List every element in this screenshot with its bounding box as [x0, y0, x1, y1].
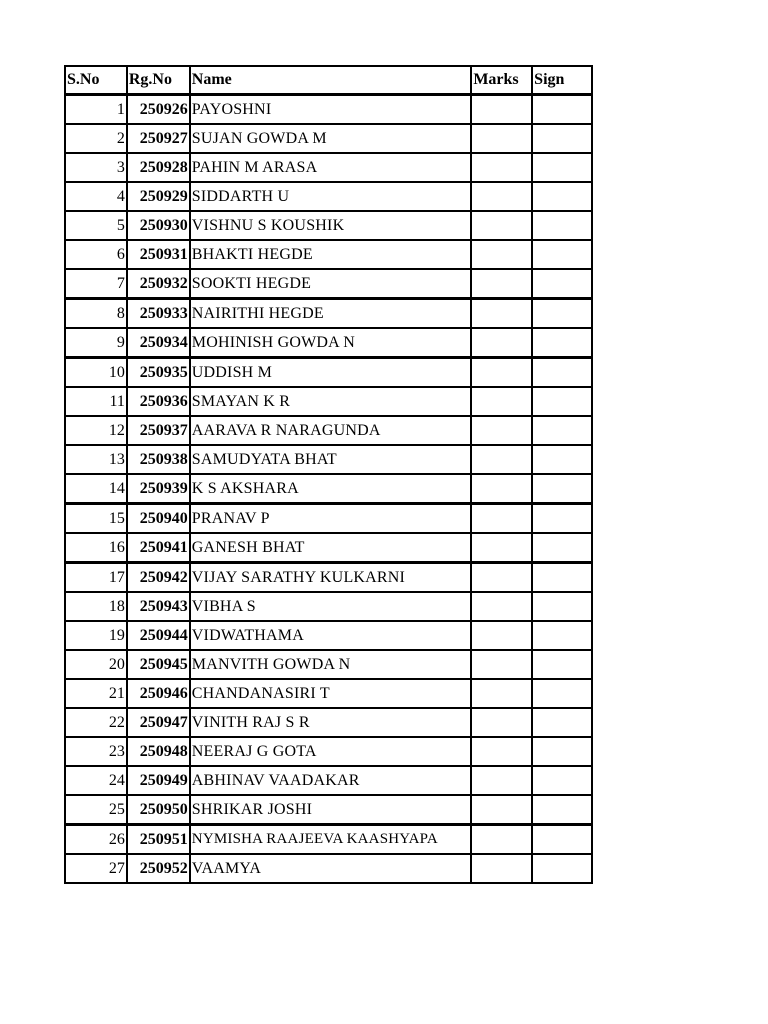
cell-sign [532, 621, 592, 650]
cell-name: ABHINAV VAADAKAR [190, 766, 472, 795]
cell-name: SHRIKAR JOSHI [190, 795, 472, 825]
header-sno: S.No [65, 66, 127, 95]
cell-name: SUJAN GOWDA M [190, 124, 472, 153]
cell-rg-no: 250952 [127, 854, 190, 883]
cell-sign [532, 737, 592, 766]
cell-rg-no: 250938 [127, 445, 190, 474]
table-row [65, 533, 592, 563]
table-row [65, 854, 592, 883]
cell-sign [532, 269, 592, 299]
cell-sno: 20 [65, 650, 127, 679]
cell-rg-no: 250928 [127, 153, 190, 182]
cell-sno: 9 [65, 328, 127, 358]
cell-name: K S AKSHARA [190, 474, 472, 504]
cell-rg-no: 250943 [127, 592, 190, 621]
cell-sno: 16 [65, 533, 127, 563]
cell-marks [471, 299, 532, 329]
cell-rg-no: 250939 [127, 474, 190, 504]
cell-marks [471, 679, 532, 708]
cell-marks [471, 240, 532, 269]
cell-sno: 7 [65, 269, 127, 299]
header-name: Name [190, 66, 472, 95]
cell-marks [471, 621, 532, 650]
table-row [65, 708, 592, 737]
cell-rg-no: 250930 [127, 211, 190, 240]
cell-rg-no: 250948 [127, 737, 190, 766]
cell-sign [532, 416, 592, 445]
header-marks: Marks [471, 66, 532, 95]
cell-sign [532, 474, 592, 504]
table-row [65, 299, 592, 329]
cell-name: VISHNU S KOUSHIK [190, 211, 472, 240]
cell-name: PRANAV P [190, 504, 472, 534]
cell-sno: 19 [65, 621, 127, 650]
cell-marks [471, 95, 532, 125]
cell-name: GANESH BHAT [190, 533, 472, 563]
cell-sign [532, 533, 592, 563]
cell-marks [471, 124, 532, 153]
cell-name: NEERAJ G GOTA [190, 737, 472, 766]
cell-rg-no: 250929 [127, 182, 190, 211]
cell-sign [532, 825, 592, 855]
cell-sign [532, 708, 592, 737]
cell-sno: 8 [65, 299, 127, 329]
table-row [65, 825, 592, 855]
table-body [65, 95, 592, 884]
cell-marks [471, 825, 532, 855]
cell-marks [471, 474, 532, 504]
cell-sno: 24 [65, 766, 127, 795]
header-sign: Sign [532, 66, 592, 95]
cell-marks [471, 416, 532, 445]
cell-rg-no: 250950 [127, 795, 190, 825]
cell-rg-no: 250945 [127, 650, 190, 679]
cell-rg-no: 250941 [127, 533, 190, 563]
table-row [65, 445, 592, 474]
cell-name: SMAYAN K R [190, 387, 472, 416]
cell-rg-no: 250935 [127, 358, 190, 388]
cell-sno: 27 [65, 854, 127, 883]
table-row [65, 737, 592, 766]
cell-rg-no: 250940 [127, 504, 190, 534]
table-row [65, 240, 592, 269]
cell-name: SIDDARTH U [190, 182, 472, 211]
cell-marks [471, 708, 532, 737]
cell-sno: 6 [65, 240, 127, 269]
cell-sno: 3 [65, 153, 127, 182]
header-rg-no: Rg.No [127, 66, 190, 95]
cell-sign [532, 795, 592, 825]
table-row [65, 650, 592, 679]
table-row [65, 416, 592, 445]
cell-marks [471, 211, 532, 240]
table-row [65, 504, 592, 534]
cell-sign [532, 328, 592, 358]
cell-name: CHANDANASIRI T [190, 679, 472, 708]
cell-marks [471, 795, 532, 825]
cell-rg-no: 250932 [127, 269, 190, 299]
cell-name: VIDWATHAMA [190, 621, 472, 650]
header-row [65, 66, 592, 95]
cell-name: AARAVA R NARAGUNDA [190, 416, 472, 445]
cell-sign [532, 766, 592, 795]
cell-name: PAHIN M ARASA [190, 153, 472, 182]
cell-name: UDDISH M [190, 358, 472, 388]
table-row [65, 474, 592, 504]
cell-name: NAIRITHI HEGDE [190, 299, 472, 329]
cell-marks [471, 592, 532, 621]
cell-sno: 18 [65, 592, 127, 621]
cell-rg-no: 250926 [127, 95, 190, 125]
cell-sno: 15 [65, 504, 127, 534]
cell-marks [471, 269, 532, 299]
cell-sign [532, 679, 592, 708]
cell-marks [471, 153, 532, 182]
cell-sno: 5 [65, 211, 127, 240]
cell-marks [471, 854, 532, 883]
cell-sno: 12 [65, 416, 127, 445]
cell-name: BHAKTI HEGDE [190, 240, 472, 269]
table-row [65, 124, 592, 153]
cell-marks [471, 445, 532, 474]
cell-sign [532, 211, 592, 240]
cell-sign [532, 182, 592, 211]
table-row [65, 563, 592, 593]
cell-sign [532, 387, 592, 416]
cell-sno: 14 [65, 474, 127, 504]
cell-name: VAAMYA [190, 854, 472, 883]
cell-sign [532, 240, 592, 269]
cell-rg-no: 250936 [127, 387, 190, 416]
cell-name: MOHINISH GOWDA N [190, 328, 472, 358]
cell-rg-no: 250949 [127, 766, 190, 795]
table-row [65, 387, 592, 416]
cell-sign [532, 504, 592, 534]
cell-sno: 2 [65, 124, 127, 153]
table-row [65, 328, 592, 358]
cell-name: SOOKTI HEGDE [190, 269, 472, 299]
table-row [65, 95, 592, 125]
cell-sno: 21 [65, 679, 127, 708]
cell-sno: 25 [65, 795, 127, 825]
table-row [65, 269, 592, 299]
attendance-sheet-table [64, 65, 593, 884]
cell-sign [532, 124, 592, 153]
cell-sno: 13 [65, 445, 127, 474]
cell-rg-no: 250931 [127, 240, 190, 269]
cell-rg-no: 250944 [127, 621, 190, 650]
cell-marks [471, 533, 532, 563]
cell-sno: 26 [65, 825, 127, 855]
cell-marks [471, 358, 532, 388]
cell-sno: 22 [65, 708, 127, 737]
cell-sign [532, 299, 592, 329]
cell-marks [471, 504, 532, 534]
cell-marks [471, 387, 532, 416]
table-row [65, 358, 592, 388]
cell-sign [532, 563, 592, 593]
table-row [65, 592, 592, 621]
cell-marks [471, 563, 532, 593]
cell-marks [471, 737, 532, 766]
cell-rg-no: 250933 [127, 299, 190, 329]
cell-sno: 23 [65, 737, 127, 766]
cell-name: SAMUDYATA BHAT [190, 445, 472, 474]
table-row [65, 153, 592, 182]
cell-sign [532, 445, 592, 474]
cell-sno: 4 [65, 182, 127, 211]
table-row [65, 182, 592, 211]
cell-name: NYMISHA RAAJEEVA KAASHYAPA [190, 825, 472, 855]
cell-name: VIBHA S [190, 592, 472, 621]
table-row [65, 211, 592, 240]
cell-marks [471, 766, 532, 795]
cell-sign [532, 358, 592, 388]
cell-sign [532, 95, 592, 125]
cell-sign [532, 854, 592, 883]
cell-rg-no: 250927 [127, 124, 190, 153]
cell-rg-no: 250951 [127, 825, 190, 855]
table-row [65, 795, 592, 825]
cell-rg-no: 250934 [127, 328, 190, 358]
cell-sign [532, 153, 592, 182]
cell-rg-no: 250946 [127, 679, 190, 708]
table-row [65, 766, 592, 795]
cell-sno: 17 [65, 563, 127, 593]
cell-marks [471, 328, 532, 358]
cell-sign [532, 592, 592, 621]
cell-name: VIJAY SARATHY KULKARNI [190, 563, 472, 593]
cell-name: VINITH RAJ S R [190, 708, 472, 737]
cell-marks [471, 650, 532, 679]
cell-sno: 1 [65, 95, 127, 125]
table-row [65, 679, 592, 708]
cell-rg-no: 250942 [127, 563, 190, 593]
table-row [65, 621, 592, 650]
cell-rg-no: 250937 [127, 416, 190, 445]
cell-rg-no: 250947 [127, 708, 190, 737]
cell-sign [532, 650, 592, 679]
cell-sno: 11 [65, 387, 127, 416]
cell-name: PAYOSHNI [190, 95, 472, 125]
cell-marks [471, 182, 532, 211]
cell-name: MANVITH GOWDA N [190, 650, 472, 679]
cell-sno: 10 [65, 358, 127, 388]
